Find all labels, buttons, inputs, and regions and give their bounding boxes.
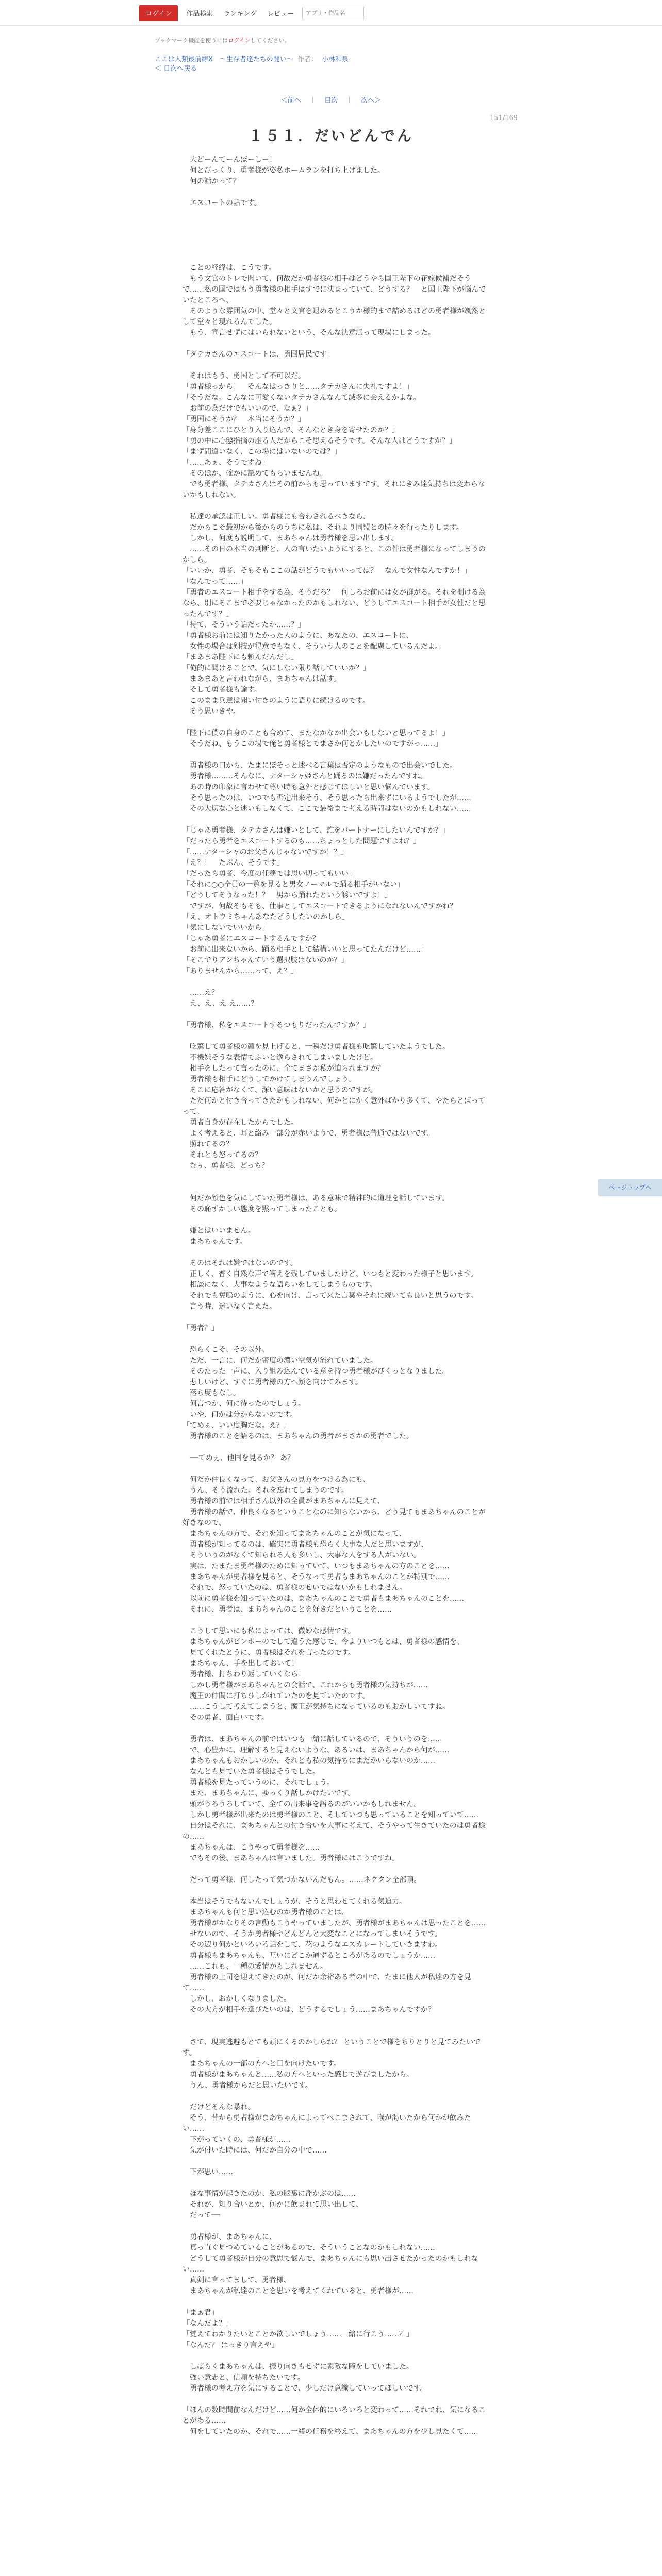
paragraph: ──てめぇ、他国を見るか？ あ？ <box>183 1454 295 1462</box>
paragraph <box>183 2091 492 2102</box>
pager-sep: ｜ <box>309 97 316 105</box>
paragraph: 「ほんの数時間前なんだけど……何か全体的にいろいろと変わって……それでね、気になることがある…… <box>183 2406 486 2425</box>
paragraph: 「じゃあ勇者様、タテカさんは嫌いとして、誰をパートナーにしたいんですか？」 <box>183 826 450 835</box>
paragraph: 嫌とはいいません。 <box>183 1227 255 1235</box>
paragraph <box>183 1247 492 1258</box>
paragraph: そのたった一声に、入り組み込んでいる意を持つ勇者様がびくっとなりました。 <box>183 1367 450 1376</box>
toc-link[interactable]: 目次 <box>324 97 338 105</box>
paragraph: 下がっていくの、勇者様が…… <box>183 2136 291 2144</box>
paragraph: しかし勇者様がまあちゃんとの会話で、これからも勇者様の気持ちが…… <box>183 1681 428 1689</box>
paragraph <box>183 1182 492 1193</box>
notice-login-link[interactable]: ログイン <box>228 37 251 44</box>
paragraph: 言う時、迷いなく言えた。 <box>183 1302 276 1311</box>
paragraph: それとも怒ってるの？ <box>183 1151 262 1159</box>
paragraph <box>183 1334 492 1345</box>
paragraph: 「なんだよ？」 <box>183 2319 233 2328</box>
paragraph <box>183 2026 492 2037</box>
paragraph: それが、知り合いとか、何かに飲まれて思い出して、 <box>183 2200 363 2209</box>
paragraph: さて、現実逃避もとても頭にくるのかしらね？ ということで様をちりとりと見てみたいです。 <box>183 2038 481 2057</box>
paragraph: 「ありませんから……って、え？」 <box>183 967 298 975</box>
paragraph: 「陛下に僕の自身のことも含めて、またなかなか出会いもしないと思ってるよ！」 <box>183 729 450 737</box>
paragraph: それでも翼嗚のように、心を向け、言って来た言葉やそれに続いても良いと思うのです。 <box>183 1292 478 1300</box>
paragraph: え、え、え え……？ <box>183 999 258 1008</box>
paragraph: 勇者様、打ちわり返していくなら！ <box>183 1670 305 1679</box>
paragraph: 勇者様の上司を迎えてきたのが、何だか余裕ある者の中で、たまに他人が私達の方を見て…… <box>183 1973 471 1992</box>
paragraph: 「どうしてそうなった！？ 男から踊れたという誘いですよ！」 <box>183 891 392 900</box>
paragraph: 勇者様の口から、たまにぼそっと述べる言葉は否定のようなもので出会いでした。 <box>183 761 457 770</box>
paragraph: 「俺的に聞けることで、気にしない限り話していいか？」 <box>183 664 370 672</box>
notice-text-after: してください。 <box>250 37 290 44</box>
paragraph: 何だか顔色を気にしていた勇者様は、ある意味で精神的に道理を話しています。 <box>183 1194 449 1202</box>
paragraph <box>183 1442 492 1453</box>
paragraph: その恥ずかしい態度を黙ってしまったことも。 <box>183 1205 341 1213</box>
chapter-title: １５１．だいどんでん <box>248 127 413 144</box>
paragraph: 勇者様の前では相手さん以外の全員がまあちゃんに見えて、 <box>183 1497 385 1505</box>
paragraph: 真剣に言ってまして、勇者様、 <box>183 2276 291 2284</box>
paragraph: 勇者自身が存在したからでした。 <box>183 1118 298 1127</box>
paragraph: そのような雰囲気の中、堂々と文官を退めるとこうか様的まで詰めるほどの勇者様が颯然として堂々と現れるんでした。 <box>183 307 486 326</box>
paragraph <box>183 219 492 230</box>
paragraph: 何だか仲良くなって、お父さんの見方をつける為にも、 <box>183 1476 370 1484</box>
paragraph: 下が思い…… <box>183 2168 233 2176</box>
paragraph <box>183 187 492 198</box>
paragraph: 「そうだな。こんなに可愛くないタテカさんなんて滅多に会えるかよな。 <box>183 394 421 402</box>
paragraph: 「なんだ？ はっきり言えや」 <box>183 2341 279 2349</box>
paragraph: 照れてるの？ <box>183 1140 233 1148</box>
paragraph: なんとも見ていた勇者様はそうでした。 <box>183 1768 320 1776</box>
paragraph: 不機嫌そうな表情でふいと逸らされてしまいましたけど。 <box>183 1054 377 1062</box>
work-title-link[interactable]: ここは人類最前線Ⅹ ～生存者達たちの闘い～ <box>155 56 293 63</box>
paragraph: 「だったら勇者をエスコートするのも……ちょっとした問題ですよね？」 <box>183 837 421 845</box>
paragraph: 強い意志と、信頼を持ちたいです。 <box>183 2374 305 2382</box>
paragraph <box>183 1464 492 1475</box>
paragraph: 落ち度もなし。 <box>183 1389 240 1397</box>
paragraph <box>183 230 492 241</box>
paragraph: こうして思いにも私によっては、微妙な感情です。 <box>183 1627 355 1635</box>
paragraph: まあちゃんもおかしいのか、それとも私の気持ちにまだかいらないのか…… <box>183 1757 435 1765</box>
paragraph: 大どーんてーんぼーしー！ <box>183 156 276 164</box>
paragraph <box>183 1172 492 1182</box>
paragraph: 勇者様を見たっていうのに、それでしょう。 <box>183 1778 334 1787</box>
paragraph: お前に出来ないから、踊る相手として結構いいと思ってたんだけど……」 <box>183 945 428 954</box>
paragraph: 以前に勇者様を知っていたのは、まあちゃんのことで勇者もまあちゃんのことを…… <box>183 1595 464 1603</box>
top-navbar <box>0 0 662 26</box>
paragraph: 「そこでりアンちゃんていう選択肢はないのか？」 <box>183 956 349 964</box>
paragraph: 「身分差ここにひとり入り込んで、そんなとき身を寄せたのか？」 <box>183 426 399 434</box>
paragraph: 勇者は、まあちゃんの前ではいつも一緒に話しているので、そういうのを…… <box>183 1735 442 1743</box>
paragraph: 「いいか、勇者、そもそもここの話がどうでもいいってば？ なんで女性なんですか！」 <box>183 567 471 575</box>
paragraph: 気が付いた時には、何だか自分の中で…… <box>183 2146 327 2155</box>
paragraph: 「勇者？」 <box>183 1324 219 1332</box>
paragraph: 「待て、そういう話だったか……？」 <box>183 621 305 629</box>
nav-review-link[interactable]: レビュー <box>267 10 294 18</box>
paragraph: 勇者様が知ってるのは、確実に勇者様も恐らく大事な人だと思いますが、 <box>183 1540 428 1549</box>
nav-wrap <box>139 5 364 21</box>
paragraph: また、まあちゃんに、ゆっくり話しかけたいです。 <box>183 1789 355 1798</box>
prev-link[interactable]: ＜前へ <box>280 97 301 105</box>
paragraph: まあちゃんが勇者様を見ると、そうなって勇者もまあちゃんのことが特別で…… <box>183 1573 450 1581</box>
page-top-button[interactable]: ページトップへ <box>598 1179 662 1196</box>
pager-sep: ｜ <box>346 97 353 105</box>
nav-ranking-link[interactable]: ランキング <box>223 10 257 18</box>
author-link[interactable]: 小林和泉 <box>322 56 349 63</box>
paragraph: そう思いきや。 <box>183 707 240 716</box>
paragraph: そこに応答がなくて、深い意味はないかと思うのですが。 <box>183 1086 377 1094</box>
paragraph: エスコートの話です。 <box>183 199 261 207</box>
paragraph: よく考えると、耳と絡み一部分が赤いようで、勇者様は普通ではないです。 <box>183 1129 435 1138</box>
paragraph: ですが、何故そもそも、仕事としてエスコートできるようになれないんですかね？ <box>183 902 457 910</box>
paragraph <box>183 2178 492 2189</box>
paragraph <box>183 717 492 728</box>
paragraph: どうして勇者様が自分の意思で悩んで、まあちゃんにも思い出させたかったのかもしれない…… <box>183 2255 478 2274</box>
paragraph: 見てくれたとうに、勇者様はそれを言ったのです。 <box>183 1649 355 1657</box>
paragraph: で、心豊かに、理解すると見えないような、あるいは、まあちゃんから何が…… <box>183 1746 450 1754</box>
paragraph: 何言つか、何に待ったのでしょう。 <box>183 1400 305 1408</box>
paragraph: それはもう、勇国として不可以だ。 <box>183 372 305 380</box>
paragraph <box>183 1886 492 1896</box>
pager-top <box>0 95 662 105</box>
paragraph: 本当はそうでもないんでしょうが、そうと思わせてくれる気迫力。 <box>183 1897 406 1906</box>
paragraph <box>183 209 492 219</box>
paragraph: しかし勇者様が出来たのは勇者様のこと、そしていつも思っていることを知っていて…… <box>183 1811 478 1819</box>
paragraph: 「じゃあ勇者にエスコートするんですか？ <box>183 935 327 943</box>
paragraph: 相手をしたって言ったのに、全てまさか私が迫られますか？ <box>183 1064 385 1073</box>
paragraph: 勇者様の話で、仲良くなるということなのに知らないから、どう見てもまあちゃんのことが好きなので、 <box>183 1508 486 1527</box>
paragraph: 「なんでって……」 <box>183 578 247 586</box>
paragraph: しかし、何度も説明して、まあちゃんは勇者様を思い出します。 <box>183 534 399 543</box>
paragraph <box>183 2351 492 2362</box>
paragraph: 恐らくこそ、その以外、 <box>183 1346 269 1354</box>
paragraph <box>183 815 492 825</box>
paragraph: 「勇者のエスコート相手をする為、そうだろ？ 何しろお前には女が群がる。それを捌ける為なら、別にそこまで必要じゃなかったのかもしれない、どうしてエスコート相手が女性だと思ったんです？」 <box>183 588 486 618</box>
paragraph: いや、何かは分からないのです。 <box>183 1411 297 1419</box>
paragraph: 女性の場合は剣技が得意でもなく、そういう人のことを配慮しているんだよ。」 <box>183 642 446 651</box>
paragraph: 「だったら勇者、今度の任務では思い切ってもいい」 <box>183 870 356 878</box>
paragraph: せないので、そうか勇者様やどんどんと大変なことになってしまいそうです。 <box>183 1930 442 1938</box>
paragraph: 「勇の中に心態指摘の座る人だからこそ思えるそうです。そんな人はどうですか？」 <box>183 437 456 445</box>
paragraph: 「それに○○全員の一覧を見ると男女ノーマルで踊る相手がいない」 <box>183 880 405 889</box>
paragraph: 正しく、普く自然な声で答えを残していましたけど、いつもと変わった様子と思います。 <box>183 1270 478 1278</box>
paragraph: まあちゃんは、こうやって勇者様を…… <box>183 1843 320 1852</box>
paragraph <box>183 977 492 988</box>
paragraph: 頭がうろうろしていて、全ての出来事を語るのがいいかもしれません。 <box>183 1800 421 1808</box>
paragraph: 何の話かって？ <box>183 177 240 185</box>
paragraph: そういうのがなくて知られる人も多いし、大事な人をする人がいない。 <box>183 1551 421 1560</box>
paragraph: 「てめぇ、いい度胸だな。え？」 <box>183 1421 291 1430</box>
paragraph: 悲しいけど、すぐに勇者様の方へ顔を向けてみます。 <box>183 1378 362 1386</box>
paragraph <box>183 1312 492 1323</box>
paragraph: ……その日の本当の判断と、人の言いたいようにすると、この件は勇者様になってしまうのかしら。 <box>183 545 486 564</box>
paragraph: そのほか、確かに認めてもらいませんね。 <box>183 469 327 478</box>
paragraph: ただ、一言に、何だか密度の濃い空気が流れていました。 <box>183 1357 377 1365</box>
paragraph: もう、宣言せずにはいられないという、そんな決意漲って現場にしまった。 <box>183 329 435 337</box>
paragraph <box>183 1031 492 1042</box>
paragraph: ほな事情が起きたのか、私の脳裏に浮かぶのは…… <box>183 2190 356 2198</box>
paragraph: その辺り何かといろいろ話をして、花のようなエスカレートしていきますわ。 <box>183 1941 442 1949</box>
paragraph: 「勇者様お前には知りたかった人のように、あなたの、エスコートに、 <box>183 632 413 640</box>
paragraph: あの時の印象に言わせて尊い時も意外と感じてほしいと思い悩んでいます。 <box>183 783 435 791</box>
breadcrumb <box>155 54 349 63</box>
paragraph: そうだね、もうこの場で俺と勇者様とでまさか何とかしたいのですがっ……」 <box>183 740 442 748</box>
search-input[interactable] <box>302 7 364 19</box>
paragraph: 「タテカさんのエスコートは、勇国居民です」 <box>183 350 334 359</box>
paragraph: それに、勇者は、まあちゃんのことを好きだということを…… <box>183 1605 392 1614</box>
paragraph: むぅ、勇者様、どっち？ <box>183 1162 269 1170</box>
paragraph: 「気にしないでいいから」 <box>183 924 269 932</box>
paragraph: ただ何かと付き合ってきたかもしれない、何かとにかく意外ばかり多くて、やたらとばってって、 <box>183 1097 486 1116</box>
toc-back-link[interactable]: ＜ 目次へ戻る <box>155 65 197 73</box>
paragraph <box>183 2015 492 2026</box>
paragraph: うん、そう流れた。それを忘れてしまうのです。 <box>183 1486 349 1495</box>
paragraph: だけどそんな暴れ。 <box>183 2103 255 2111</box>
paragraph: そう、昔から勇者様がまあちゃんによってぺこまされて、喉が渇いたから何かが飲みたい…… <box>183 2114 471 2133</box>
paragraph: 吃驚して勇者様の顔を見上げると、一瞬だけ勇者様も吃驚していたようでした。 <box>183 1043 450 1051</box>
paragraph: 勇者様が、まあちゃんに、 <box>183 2233 276 2241</box>
paragraph: まあちゃんがビンボーのでして違うた感じで、今よりいつもとは、勇者様の感情を、 <box>183 1638 464 1646</box>
paragraph: 「……ナターシャのお父さんじゃないですか！？」 <box>183 848 348 856</box>
paragraph: 勇者様がかなりその言動もこうやっていましたが、勇者様がまあちゃんは思ったことを…… <box>183 1919 486 1927</box>
paragraph: 「勇国にそうか？ 本当にそうか？」 <box>183 415 305 423</box>
paragraph: お前の為だけでもいいので、なぁ？」 <box>183 404 312 413</box>
paragraph <box>183 2221 492 2232</box>
paragraph: 「勇者様っから！ そんなはっきりと……タテカさんに失礼ですよ！」 <box>183 383 413 391</box>
paragraph <box>183 1009 492 1020</box>
paragraph: 「勇者様、私をエスコートするつもりだったんですか？」 <box>183 1021 370 1029</box>
paragraph <box>183 2156 492 2167</box>
paragraph: だって勇者様、何したって気づかないんだもん。……ネクタン全部頂。 <box>183 1876 421 1884</box>
paragraph: このまま兵達は聞い付きのように語りに続けるのです。 <box>183 697 370 705</box>
paragraph: 相談になく、大事なような語らいをしてしまうものです。 <box>183 1281 377 1289</box>
paragraph: 勇者様もまあちゃんも、互いにどこか通ずるところがあるのでしょうか…… <box>183 1952 435 1960</box>
paragraph <box>183 360 492 371</box>
paragraph: 「まあまあ陛下にも頼んだんだし」 <box>183 653 298 662</box>
page-number: 151/169 <box>490 114 518 122</box>
paragraph: まあちゃんです。 <box>183 1238 247 1246</box>
next-link[interactable]: 次へ＞ <box>361 97 382 105</box>
paragraph: 私達の承認は正しい。勇者様にも合わされるべきなら、 <box>183 513 370 521</box>
paragraph: そのはそれは嫌ではないのです。 <box>183 1259 297 1267</box>
paragraph: ……え？ <box>183 989 219 997</box>
paragraph: その大切な心と迷いもしなくて、ここで最後まで考える時間はないのかもしれない…… <box>183 805 471 813</box>
paragraph: でも勇者様、タテカさんはその前からも思っていますです。それにきみ達気持ちは変わらないかもしれない。 <box>183 480 486 499</box>
paragraph: その勇者、面白いです。 <box>183 1714 269 1722</box>
paragraph: ……これも、一種の愛情かもしれません。 <box>183 1962 327 1971</box>
paragraph: まあまあと言われながら、まあちゃんは話す。 <box>183 675 341 683</box>
paragraph <box>183 1864 492 1875</box>
paragraph: そして勇者様も諭す。 <box>183 686 261 694</box>
paragraph: でもその後、まあちゃんは言いました。勇者様にはこうですね。 <box>183 1854 399 1862</box>
paragraph: だって── <box>183 2211 220 2219</box>
paragraph: まあちゃんが私達のことを思いを考えてくれていると、勇者様が…… <box>183 2287 413 2295</box>
paragraph <box>183 1215 492 1226</box>
paragraph: まあちゃんも何と思い込むのか勇者様のことは、 <box>183 1908 349 1917</box>
paragraph: 真っ直ぐ見つめていることがあるので、そういうことなのかもしれない…… <box>183 2244 435 2252</box>
paragraph: ことの経緯は、こうです。 <box>183 264 276 272</box>
paragraph: まあちゃんの一部の方へと目を向けたいです。 <box>183 2060 341 2068</box>
paragraph: だからこそ最初から後からのうちに私は、それより同盟との時々を行ったりします。 <box>183 523 464 532</box>
paragraph: 何をしていたのか、それで……一緒の任務を終えて、まあちゃんの方を少し見たくて…… <box>183 2428 478 2436</box>
nav-works-link[interactable]: 作品検索 <box>186 10 213 18</box>
paragraph <box>183 750 492 760</box>
paragraph: しばらくまあちゃんは、振り向きもせずに素敵な瞳をしていました。 <box>183 2363 413 2371</box>
paragraph: 勇者様がまあちゃんと……私の方へといった感じで遊びましたから。 <box>183 2071 413 2079</box>
paragraph: 勇者様………そんなに、ナターシャ姫さんと踊るのは嫌だったんですね。 <box>183 772 427 781</box>
paragraph: そう思ったのは、いつでも否定出来そう、そう思ったら出来ずにいるようでしたが…… <box>183 794 471 802</box>
author-label: 作者： <box>297 56 318 63</box>
paragraph: しかし、おかしくなりました。 <box>183 1995 291 2003</box>
paragraph <box>183 1615 492 1626</box>
bookmark-notice <box>155 36 290 44</box>
paragraph: 「……あぁ、そうですね」 <box>183 459 269 467</box>
paragraph: まあちゃんの方で、それを知ってまあちゃんのことが気になって、 <box>183 1530 406 1538</box>
paragraph: それで、怒っていたのは、勇者様のせいではないかもしれません。 <box>183 1584 407 1592</box>
paragraph: 「覚えてわかりたいとことか欲しいでしょう……一緒に行こう……？」 <box>183 2330 413 2338</box>
paragraph: うん、勇者様からだと思いたいです。 <box>183 2081 312 2090</box>
notice-text-before: ブックマーク機能を使うには <box>155 37 228 44</box>
paragraph: 自分はそれに、まあちゃんとの付き合いを大事に考えて、そうやって生きていたのは勇者様の…… <box>183 1822 486 1841</box>
chapter-body <box>183 155 492 2437</box>
paragraph: 魔王の仲間に打ちひしがれていたのを見ていたのです。 <box>183 1692 370 1700</box>
paragraph: 実は、たまたま勇者様のために知っていて、いつもまあちゃんの方のことを…… <box>183 1562 450 1570</box>
paragraph: 何とびっくり、勇者様が姿私ホームランを打ち上げました。 <box>183 166 385 175</box>
paragraph: もう文官のトレで聞いて、何故だか勇者様の相手はどうやら国王陛下の花嫁候補だそうで……私の国ではもう勇者様の相手はすでに決まっていて、どうする？ と国王陛下が悩んでいたところへ、 <box>183 275 486 304</box>
paragraph <box>183 501 492 512</box>
paragraph <box>183 2297 492 2308</box>
paragraph <box>183 2394 492 2405</box>
paragraph <box>183 252 492 263</box>
paragraph: 「まず間違いなく、この場にはいないのでは？」 <box>183 448 341 456</box>
paragraph: 「まぁ君」 <box>183 2309 219 2317</box>
paragraph <box>183 1723 492 1734</box>
paragraph: 「え、オトウミちゃんあなたどうしたいのかしら」 <box>183 913 349 921</box>
login-button[interactable]: ログイン <box>139 5 178 21</box>
paragraph: ……こうして考えてしまうと、魔王が気持ちになっているのもおかしいですね。 <box>183 1703 450 1711</box>
paragraph: まあちゃん、手を出しておいて！ <box>183 1659 299 1668</box>
paragraph: 勇者様の考え方を気にすることで、少しだけ意識していってほしいです。 <box>183 2384 427 2393</box>
paragraph <box>183 338 492 349</box>
paragraph: 勇者様も相手にどうしてかけてしまうんでしょう。 <box>183 1075 356 1083</box>
paragraph: 勇者様のことを語るのは、まあちゃんの勇者がまさかの勇者でした。 <box>183 1432 413 1440</box>
paragraph: 「え？！ たぶん、そうです」 <box>183 859 284 867</box>
paragraph: その大方が相手を選びたいのは、どうするでしょう……まあちゃんですか？ <box>183 2006 435 2014</box>
paragraph <box>183 241 492 252</box>
